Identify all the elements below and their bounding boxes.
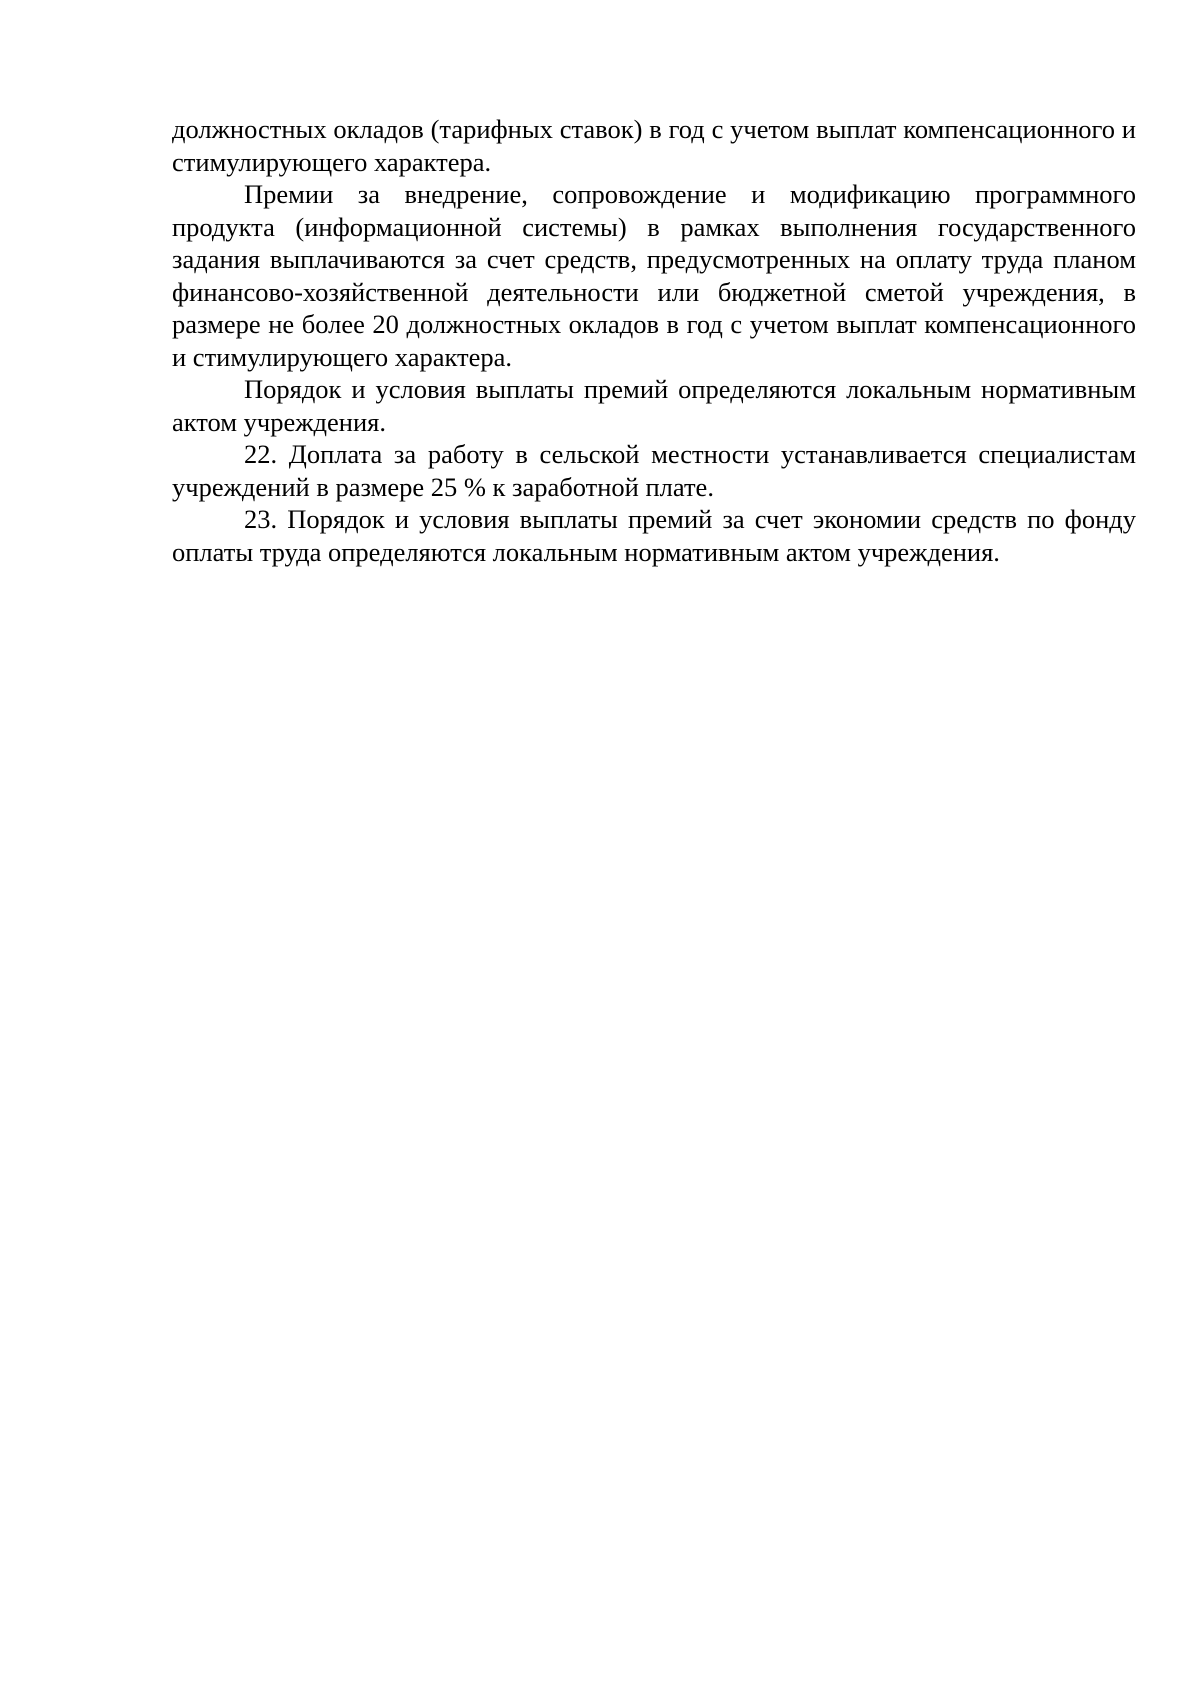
paragraph-continuation: должностных окладов (тарифных ставок) в год с учетом выплат компенсационного и стимулирующего характера.	[172, 114, 1136, 177]
paragraph-item-23: 23. Порядок и условия выплаты премий за счет экономии средств по фонду оплаты труда определяются локальным нормативным актом учреждения.	[172, 504, 1136, 567]
paragraph-software-bonus: Премии за внедрение, сопровождение и модификацию программного продукта (информационной системы) в рамках выполнения государственного задания выплачиваются за счет средств, предусмотренных на оплату труда планом финансово-хозяйственной деятельности или бюджетной сметой учреждения, в размере не более 20 должностных окладов в год с учетом выплат компенсационного и стимулирующего характера.	[172, 179, 1136, 372]
paragraph-bonus-procedure: Порядок и условия выплаты премий определяются локальным нормативным актом учреждения.	[172, 374, 1136, 437]
paragraph-item-22: 22. Доплата за работу в сельской местности устанавливается специалистам учреждений в размере 25 % к заработной плате.	[172, 439, 1136, 502]
document-body	[172, 113, 1136, 568]
